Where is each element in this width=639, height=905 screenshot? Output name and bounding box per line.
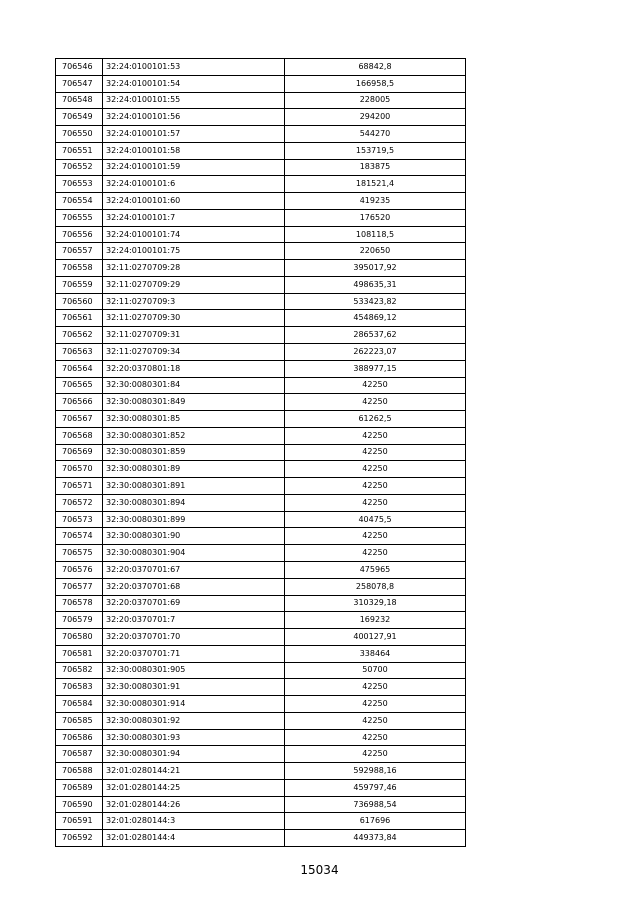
table-row — [56, 310, 466, 327]
table-row — [56, 746, 466, 763]
row-id-cell: 706578 — [56, 595, 103, 612]
cadastral-number-cell: 32:24:0100101:59 — [103, 159, 285, 176]
table-body — [56, 59, 466, 847]
value-cell: 449373,84 — [285, 830, 466, 847]
cadastral-number-cell: 32:11:0270709:3 — [103, 293, 285, 310]
row-id-cell: 706554 — [56, 193, 103, 210]
page-number: 15034 — [300, 863, 339, 877]
table-row — [56, 712, 466, 729]
value-cell: 42250 — [285, 478, 466, 495]
row-id-cell: 706557 — [56, 243, 103, 260]
table-row — [56, 729, 466, 746]
value-cell: 42250 — [285, 696, 466, 713]
cadastral-number-cell: 32:20:0370701:71 — [103, 645, 285, 662]
row-id-cell: 706547 — [56, 75, 103, 92]
value-cell: 388977,15 — [285, 360, 466, 377]
table-row — [56, 578, 466, 595]
cadastral-number-cell: 32:30:0080301:89 — [103, 461, 285, 478]
row-id-cell: 706548 — [56, 92, 103, 109]
value-cell: 400127,91 — [285, 629, 466, 646]
row-id-cell: 706583 — [56, 679, 103, 696]
table-row — [56, 377, 466, 394]
value-cell: 220650 — [285, 243, 466, 260]
row-id-cell: 706561 — [56, 310, 103, 327]
value-cell: 419235 — [285, 193, 466, 210]
value-cell: 42250 — [285, 461, 466, 478]
value-cell: 42250 — [285, 545, 466, 562]
row-id-cell: 706585 — [56, 712, 103, 729]
cadastral-number-cell: 32:01:0280144:21 — [103, 763, 285, 780]
row-id-cell: 706553 — [56, 176, 103, 193]
row-id-cell: 706592 — [56, 830, 103, 847]
table-row — [56, 59, 466, 76]
row-id-cell: 706568 — [56, 427, 103, 444]
cadastral-number-cell: 32:30:0080301:905 — [103, 662, 285, 679]
table-row — [56, 260, 466, 277]
row-id-cell: 706546 — [56, 59, 103, 76]
row-id-cell: 706563 — [56, 344, 103, 361]
cadastral-number-cell: 32:30:0080301:92 — [103, 712, 285, 729]
cadastral-number-cell: 32:11:0270709:28 — [103, 260, 285, 277]
value-cell: 61262,5 — [285, 411, 466, 428]
value-cell: 310329,18 — [285, 595, 466, 612]
table-row — [56, 109, 466, 126]
table-row — [56, 796, 466, 813]
cadastral-number-cell: 32:24:0100101:58 — [103, 142, 285, 159]
row-id-cell: 706552 — [56, 159, 103, 176]
cadastral-number-cell: 32:24:0100101:7 — [103, 209, 285, 226]
cadastral-number-cell: 32:30:0080301:891 — [103, 478, 285, 495]
cadastral-number-cell: 32:01:0280144:25 — [103, 779, 285, 796]
value-cell: 68842,8 — [285, 59, 466, 76]
cadastral-number-cell: 32:11:0270709:31 — [103, 327, 285, 344]
row-id-cell: 706558 — [56, 260, 103, 277]
table-row — [56, 478, 466, 495]
table-row — [56, 595, 466, 612]
table-row — [56, 427, 466, 444]
table-row — [56, 276, 466, 293]
row-id-cell: 706560 — [56, 293, 103, 310]
value-cell: 736988,54 — [285, 796, 466, 813]
value-cell: 153719,5 — [285, 142, 466, 159]
cadastral-number-cell: 32:01:0280144:26 — [103, 796, 285, 813]
row-id-cell: 706591 — [56, 813, 103, 830]
row-id-cell: 706562 — [56, 327, 103, 344]
value-cell: 228005 — [285, 92, 466, 109]
cadastral-number-cell: 32:11:0270709:34 — [103, 344, 285, 361]
row-id-cell: 706577 — [56, 578, 103, 595]
table-row — [56, 394, 466, 411]
table-row — [56, 360, 466, 377]
table-row — [56, 830, 466, 847]
value-cell: 176520 — [285, 209, 466, 226]
row-id-cell: 706559 — [56, 276, 103, 293]
value-cell: 50700 — [285, 662, 466, 679]
cadastral-number-cell: 32:30:0080301:85 — [103, 411, 285, 428]
table-row — [56, 645, 466, 662]
table-row — [56, 75, 466, 92]
table-row — [56, 209, 466, 226]
row-id-cell: 706576 — [56, 561, 103, 578]
row-id-cell: 706582 — [56, 662, 103, 679]
table-row — [56, 411, 466, 428]
value-cell: 42250 — [285, 377, 466, 394]
value-cell: 42250 — [285, 528, 466, 545]
value-cell: 262223,07 — [285, 344, 466, 361]
value-cell: 40475,5 — [285, 511, 466, 528]
table-row — [56, 528, 466, 545]
cadastral-number-cell: 32:24:0100101:6 — [103, 176, 285, 193]
cadastral-number-cell: 32:30:0080301:849 — [103, 394, 285, 411]
cadastral-number-cell: 32:24:0100101:74 — [103, 226, 285, 243]
cadastral-number-cell: 32:30:0080301:94 — [103, 746, 285, 763]
table-row — [56, 142, 466, 159]
value-cell: 42250 — [285, 679, 466, 696]
value-cell: 42250 — [285, 427, 466, 444]
value-cell: 183875 — [285, 159, 466, 176]
cadastral-number-cell: 32:30:0080301:914 — [103, 696, 285, 713]
cadastral-number-cell: 32:24:0100101:60 — [103, 193, 285, 210]
value-cell: 617696 — [285, 813, 466, 830]
cadastral-number-cell: 32:30:0080301:93 — [103, 729, 285, 746]
row-id-cell: 706549 — [56, 109, 103, 126]
value-cell: 169232 — [285, 612, 466, 629]
table-row — [56, 813, 466, 830]
table-row — [56, 779, 466, 796]
table-row — [56, 193, 466, 210]
table-row — [56, 662, 466, 679]
value-cell: 533423,82 — [285, 293, 466, 310]
value-cell: 498635,31 — [285, 276, 466, 293]
cadastral-number-cell: 32:11:0270709:29 — [103, 276, 285, 293]
row-id-cell: 706555 — [56, 209, 103, 226]
table-row — [56, 92, 466, 109]
cadastral-number-cell: 32:24:0100101:56 — [103, 109, 285, 126]
value-cell: 395017,92 — [285, 260, 466, 277]
cadastral-number-cell: 32:20:0370701:69 — [103, 595, 285, 612]
value-cell: 42250 — [285, 746, 466, 763]
value-cell: 454869,12 — [285, 310, 466, 327]
row-id-cell: 706574 — [56, 528, 103, 545]
row-id-cell: 706587 — [56, 746, 103, 763]
table-row — [56, 444, 466, 461]
value-cell: 42250 — [285, 729, 466, 746]
row-id-cell: 706569 — [56, 444, 103, 461]
table-row — [56, 344, 466, 361]
cadastral-number-cell: 32:11:0270709:30 — [103, 310, 285, 327]
row-id-cell: 706572 — [56, 494, 103, 511]
value-cell: 42250 — [285, 494, 466, 511]
cadastral-number-cell: 32:20:0370701:7 — [103, 612, 285, 629]
value-cell: 108118,5 — [285, 226, 466, 243]
cadastral-number-cell: 32:24:0100101:54 — [103, 75, 285, 92]
cadastral-value-table — [55, 58, 466, 847]
cadastral-number-cell: 32:30:0080301:904 — [103, 545, 285, 562]
row-id-cell: 706556 — [56, 226, 103, 243]
row-id-cell: 706565 — [56, 377, 103, 394]
value-cell: 544270 — [285, 126, 466, 143]
row-id-cell: 706579 — [56, 612, 103, 629]
row-id-cell: 706590 — [56, 796, 103, 813]
table-row — [56, 612, 466, 629]
value-cell: 42250 — [285, 712, 466, 729]
cadastral-number-cell: 32:24:0100101:57 — [103, 126, 285, 143]
row-id-cell: 706575 — [56, 545, 103, 562]
table-row — [56, 327, 466, 344]
value-cell: 42250 — [285, 394, 466, 411]
cadastral-number-cell: 32:24:0100101:55 — [103, 92, 285, 109]
value-cell: 166958,5 — [285, 75, 466, 92]
row-id-cell: 706571 — [56, 478, 103, 495]
table-row — [56, 243, 466, 260]
cadastral-number-cell: 32:30:0080301:91 — [103, 679, 285, 696]
cadastral-number-cell: 32:30:0080301:90 — [103, 528, 285, 545]
table-row — [56, 176, 466, 193]
table-row — [56, 159, 466, 176]
row-id-cell: 706588 — [56, 763, 103, 780]
value-cell: 338464 — [285, 645, 466, 662]
table-row — [56, 545, 466, 562]
row-id-cell: 706584 — [56, 696, 103, 713]
value-cell: 294200 — [285, 109, 466, 126]
table-row — [56, 629, 466, 646]
table-row — [56, 511, 466, 528]
cadastral-number-cell: 32:30:0080301:852 — [103, 427, 285, 444]
value-cell: 286537,62 — [285, 327, 466, 344]
value-cell: 475965 — [285, 561, 466, 578]
row-id-cell: 706573 — [56, 511, 103, 528]
row-id-cell: 706581 — [56, 645, 103, 662]
table-row — [56, 226, 466, 243]
table-row — [56, 679, 466, 696]
cadastral-number-cell: 32:24:0100101:75 — [103, 243, 285, 260]
row-id-cell: 706551 — [56, 142, 103, 159]
row-id-cell: 706567 — [56, 411, 103, 428]
table-row — [56, 494, 466, 511]
cadastral-number-cell: 32:20:0370801:18 — [103, 360, 285, 377]
table-row — [56, 293, 466, 310]
row-id-cell: 706586 — [56, 729, 103, 746]
value-cell: 459797,46 — [285, 779, 466, 796]
table-row — [56, 126, 466, 143]
table-row — [56, 763, 466, 780]
cadastral-number-cell: 32:01:0280144:3 — [103, 813, 285, 830]
cadastral-number-cell: 32:30:0080301:899 — [103, 511, 285, 528]
cadastral-number-cell: 32:20:0370701:70 — [103, 629, 285, 646]
table-row — [56, 696, 466, 713]
cadastral-number-cell: 32:24:0100101:53 — [103, 59, 285, 76]
value-cell: 592988,16 — [285, 763, 466, 780]
row-id-cell: 706570 — [56, 461, 103, 478]
row-id-cell: 706566 — [56, 394, 103, 411]
table-row — [56, 461, 466, 478]
cadastral-number-cell: 32:20:0370701:68 — [103, 578, 285, 595]
cadastral-number-cell: 32:20:0370701:67 — [103, 561, 285, 578]
cadastral-number-cell: 32:30:0080301:894 — [103, 494, 285, 511]
cadastral-number-cell: 32:01:0280144:4 — [103, 830, 285, 847]
table-row — [56, 561, 466, 578]
value-cell: 181521,4 — [285, 176, 466, 193]
value-cell: 258078,8 — [285, 578, 466, 595]
row-id-cell: 706589 — [56, 779, 103, 796]
row-id-cell: 706550 — [56, 126, 103, 143]
cadastral-number-cell: 32:30:0080301:859 — [103, 444, 285, 461]
value-cell: 42250 — [285, 444, 466, 461]
row-id-cell: 706564 — [56, 360, 103, 377]
row-id-cell: 706580 — [56, 629, 103, 646]
cadastral-number-cell: 32:30:0080301:84 — [103, 377, 285, 394]
